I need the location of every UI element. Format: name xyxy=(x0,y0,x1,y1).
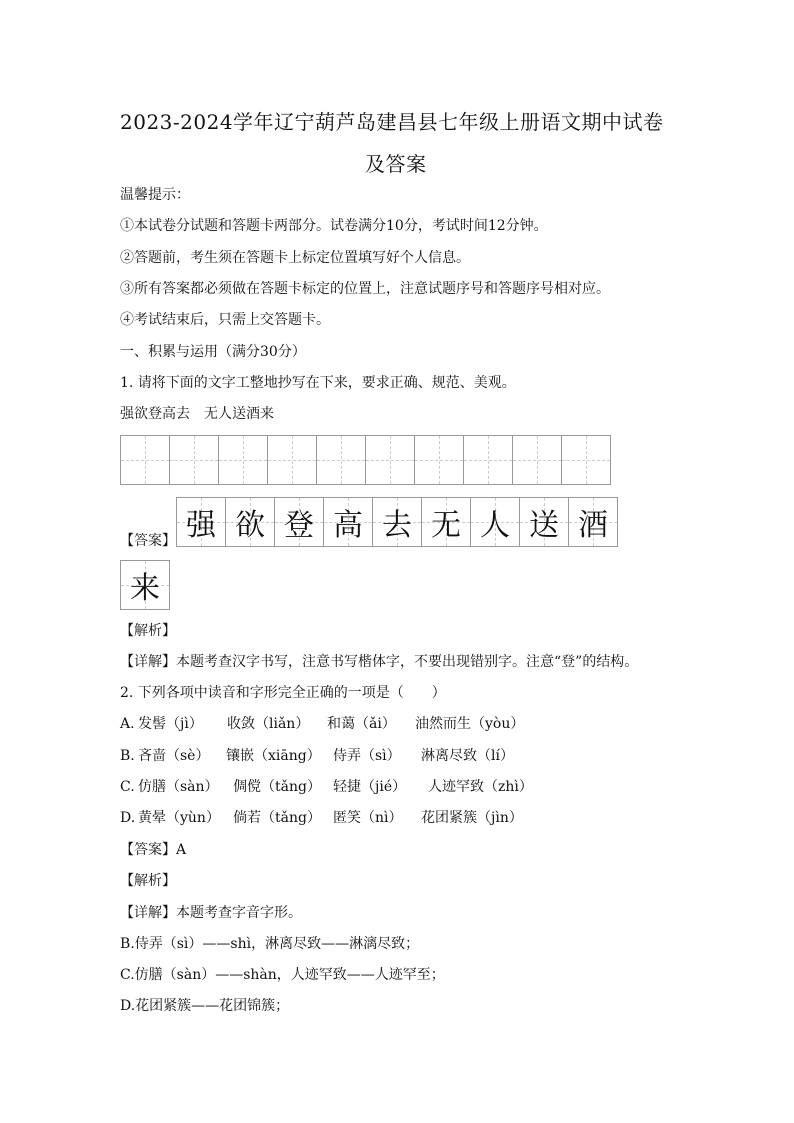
page-title: 2023-2024学年辽宁葫芦岛建昌县七年级上册语文期中试卷 xyxy=(120,110,664,134)
grid-cell xyxy=(414,435,464,485)
answer-char: 来 xyxy=(130,571,160,606)
page-title-cont: 及答案 xyxy=(365,152,427,176)
option-label: C. xyxy=(120,779,135,795)
notice-item: ③所有答案都必须做在答题卡标定的位置上，注意试题序号和答题序号相对应。 xyxy=(120,281,610,297)
analysis-label: 【解析】 xyxy=(120,623,176,639)
option-item: 人迹罕致（zhì） xyxy=(428,779,533,795)
option-item: 收敛（liǎn） xyxy=(227,716,310,732)
answer-char: 酒 xyxy=(578,508,608,543)
answer-cell xyxy=(568,497,618,547)
answer-grid-row2 xyxy=(121,560,170,610)
notice-item: ①本试卷分试题和答题卡两部分。试卷满分10分，考试时间12分钟。 xyxy=(120,218,548,234)
grid-cell xyxy=(169,435,219,485)
explanation-line: D.花团紧簇——花团锦簇； xyxy=(120,998,290,1014)
answer-cell xyxy=(421,497,471,547)
detail-text: 【详解】本题考查汉字书写，注意书写楷体字，不要出现错别字。注意“登”的结构。 xyxy=(120,654,639,670)
option-item: 花团紧簇（jìn） xyxy=(421,810,523,826)
option-item: 轻捷（jié） xyxy=(333,779,407,795)
answer-cell xyxy=(176,497,226,547)
answer-char: 高 xyxy=(333,508,363,543)
answer-cell xyxy=(323,497,373,547)
option-item: 侍弄（sì） xyxy=(333,748,401,764)
option-label: A. xyxy=(120,716,135,732)
notice-item: ④考试结束后，只需上交答题卡。 xyxy=(120,312,330,328)
answer-cell xyxy=(225,497,275,547)
answer-char: 去 xyxy=(382,508,412,543)
grid-cell xyxy=(267,435,317,485)
answer-grid xyxy=(177,497,618,547)
detail-text: 【详解】本题考查字音字形。 xyxy=(120,905,302,921)
answer-cell xyxy=(120,560,170,610)
answer-char: 强 xyxy=(186,508,216,543)
grid-cell xyxy=(316,435,366,485)
question-1-text: 强欲登高去 无人送酒来 xyxy=(120,406,274,422)
answer-char: 送 xyxy=(529,508,559,543)
option-item: 吝啬（sè） xyxy=(138,748,210,764)
answer-cell xyxy=(519,497,569,547)
answer-cell xyxy=(372,497,422,547)
analysis-label: 【解析】 xyxy=(120,873,176,889)
explanation-line: C.仿膳（sàn）——shàn，人迹罕致——人迹罕至； xyxy=(120,967,445,983)
answer-cell xyxy=(274,497,324,547)
option-item: 发髻（jì） xyxy=(138,716,203,732)
option-item: 黄晕（yùn） xyxy=(138,810,220,826)
question-1-prompt: 1. 请将下面的文字工整地抄写在下来，要求正确、规范、美观。 xyxy=(120,375,516,391)
answer-label: 【答案】 xyxy=(120,533,176,549)
option-item: 淋离尽致（lí） xyxy=(421,748,514,764)
grid-cell xyxy=(365,435,415,485)
option-item: 镶嵌（xiāng） xyxy=(226,748,321,764)
option-item: 倘若（tǎng） xyxy=(233,810,321,826)
option-item: 倜傥（tǎng） xyxy=(233,779,321,795)
grid-cell xyxy=(463,435,513,485)
grid-cell xyxy=(561,435,611,485)
question-2-prompt: 2. 下列各项中读音和字形完全正确的一项是（ ） xyxy=(120,685,446,701)
grid-cell xyxy=(218,435,268,485)
section-heading: 一、积累与运用（满分30分） xyxy=(120,344,306,360)
grid-cell xyxy=(120,435,170,485)
option-label: D. xyxy=(120,810,136,826)
answer-cell xyxy=(470,497,520,547)
option-item: 仿膳（sàn） xyxy=(138,779,219,795)
empty-writing-grid xyxy=(121,435,611,485)
explanation-line: B.侍弄（sì）——shì，淋离尽致——淋漓尽致； xyxy=(120,936,420,952)
answer-text: 【答案】A xyxy=(120,842,187,858)
option-item: 和蔼（ǎi） xyxy=(327,716,396,732)
option-label: B. xyxy=(120,748,135,764)
notice-heading: 温馨提示： xyxy=(120,187,190,203)
answer-char: 欲 xyxy=(235,508,265,543)
notice-item: ②答题前，考生须在答题卡上标定位置填写好个人信息。 xyxy=(120,250,470,266)
option-item: 油然而生（yòu） xyxy=(415,716,525,732)
answer-char: 登 xyxy=(284,508,314,543)
option-item: 匿笑（nì） xyxy=(333,810,403,826)
grid-cell xyxy=(512,435,562,485)
answer-char: 无 xyxy=(431,508,461,543)
answer-char: 人 xyxy=(480,508,510,543)
